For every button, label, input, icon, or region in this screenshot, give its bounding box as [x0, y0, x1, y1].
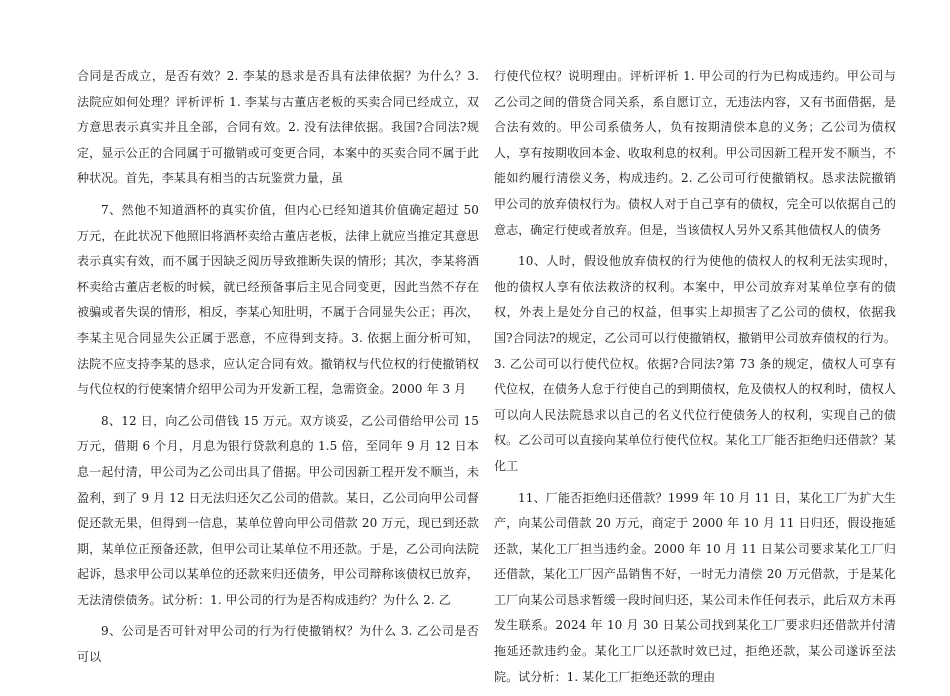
right-text-column	[494, 64, 896, 696]
paragraph: 9、公司是否可针对甲公司的行为行使撤销权？为什么 3. 乙公司是否可以	[77, 624, 479, 665]
paragraph: 10、人时，假设他放弃债权的行为使他的债权人的权利无法实现时，他的债权人享有依法救济的权利。本案中，甲公司放弃对某单位享有的债权，外表上是处分自己的权益，但事实上却损害了乙公司的债权，依据我国?合同法?的规定，乙公司可以行使撤销权，撤销甲公司放弃债权的行为。3. 乙公司可以行使代位权。依据?合同法?第 73 条的规定，债权人可享有代位权，在债务人怠于行使自己的到期债权，危及债权人的权利时，债权人可以向人民法院恳求以自己的名义代位行使债务人的权利，实现自己的债权。乙公司可以直接向某单位行使代位权。某化工厂能否拒绝归还借款？某化工	[494, 254, 896, 473]
paragraph: 7、然他不知道酒杯的真实价值，但内心已经知道其价值确定超过 50 万元，在此状况下他照旧将酒杯卖给古董店老板，法律上就应当推定其意思表示真实有效，而不属于因缺乏阅历导致推断失误的情形；其次，李某将酒杯卖给古董店老板的时候，就已经预备事后主见合同变更，因此当然不存在被骗或者失误的情形，相反，李某心知肚明，不属于合同显失公正；再次，李某主见合同显失公正属于恶意，不应得到支持。3. 依据上面分析可知，法院不应支持李某的恳求，应认定合同有效。撤销权与代位权的行使撤销权与代位权的行使案情介绍甲公司为开发新工程，急需资金。2000 年 3 月	[77, 202, 479, 397]
paragraph: 8、12 日，向乙公司借钱 15 万元。双方谈妥，乙公司借给甲公司 15 万元，借期 6 个月，月息为银行贷款利息的 1.5 倍，至同年 9 月 12 日本息一起付清，甲公司为乙公司出具了借据。甲公司因新工程开发不顺当，未盈利，到了 9 月 12 日无法归还欠乙公司的借款。某日，乙公司向甲公司督促还款无果，但得到一信息，某单位曾向甲公司借款 20 万元，现已到还款期，某单位正预备还款，但甲公司让某单位不用还款。于是，乙公司向法院起诉，恳求甲公司以某单位的还款来归还债务，甲公司辩称该债权已放弃，无法清偿债务。试分析：1. 甲公司的行为是否构成违约？为什么 2. 乙	[77, 413, 479, 607]
paragraph: 11、厂能否拒绝归还借款？1999 年 10 月 11 日，某化工厂为扩大生产，向某公司借款 20 万元，商定于 2000 年 10 月 11 日归还，假设拖延还款，某化工厂担当违约金。2000 年 10 月 11 日某公司要求某化工厂归还借款，某化工厂因产品销售不好，一时无力清偿 20 万元借款，于是某化工厂向某公司恳求暂缓一段时间归还，某公司未作任何表示，此后双方未再发生联系。2024 年 10 月 30 日某公司找到某化工厂要求归还借款并付清拖延还款违约金。某化工厂以还款时效已过，拒绝还款，某公司遂诉至法院。试分析：1. 某化工厂拒绝还款的理由	[494, 490, 896, 684]
left-text-column	[77, 64, 479, 677]
paragraph: 合同是否成立，是否有效？2. 李某的恳求是否具有法律依据？为什么？3. 法院应如何处理？评析评析 1. 李某与古董店老板的买卖合同已经成立，双方意思表示真实并且全部，合同有效。2. 没有法律依据。我国?合同法?规定，显示公正的合同属于可撤销或可变更合同，本案中的买卖合同不属于此种状况。首先，李某具有相当的古玩鉴赏力量，虽	[77, 69, 479, 186]
paragraph: 行使代位权？说明理由。评析评析 1. 甲公司的行为已构成违约。甲公司与乙公司之间的借贷合同关系，系自愿订立，无违法内容，又有书面借据，是合法有效的。甲公司系债务人，负有按期清偿本息的义务；乙公司为债权人，享有按期收回本金、收取利息的权利。甲公司因新工程开发不顺当，不能如约履行清偿义务，构成违约。2. 乙公司可行使撤销权。恳求法院撤销甲公司的放弃债权行为。债权人对于自己享有的债权，完全可以依据自己的意志，确定行使或者放弃。但是，当该债权人另外又系其他债权人的债务	[494, 69, 896, 237]
